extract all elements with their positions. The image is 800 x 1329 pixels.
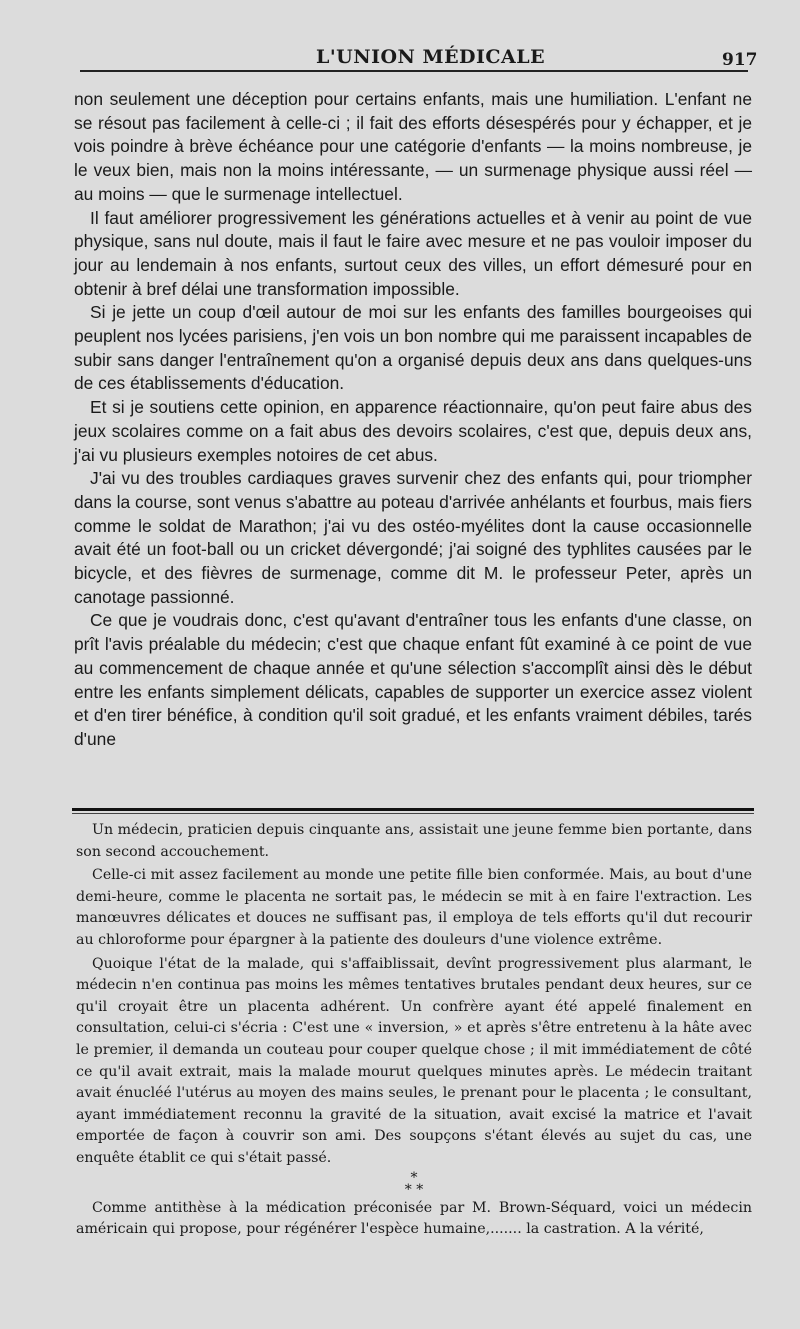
running-title: L'UNION MÉDICALE	[316, 46, 546, 68]
header-rule	[80, 70, 748, 72]
note-paragraph: Quoique l'état de la malade, qui s'affaiblissait, devînt progressivement plus alarmant, le médecin n'en continua pas moins les mêmes tentatives brutales pendant deux heures, sur ce qu'il croyait être un placenta adhérent. Un confrère ayant été appelé finalement en consultation, celui-ci s'écria : C'est une « inversion, » et après s'être entretenu à la hâte avec le premier, il demanda un couteau pour couper quelque chose ; il mit immédiatement de côté ce qu'il avait extrait, mais la malade mourut quelques minutes après. Le médecin traitant avait énucléé l'utérus au moyen des mains seules, le prenant pour le placenta ; le consultant, ayant immédiatement reconnu la gravité de la situation, avait excisé la matrice et l'avait emportée de façon à couvrir son ami. Des soupçons s'étant élevés au sujet du cas, une enquête établit ce qui s'était passé.	[76, 955, 752, 1166]
main-paragraph: Si je jette un coup d'œil autour de moi sur les enfants des familles bourgeoises qui peuplent nos lycées parisiens, j'en vois un bon nombre qui me paraissent incapables de subir sans danger l'entraînement qu'on a organisé depuis deux ans dans quelques-uns de ces établissements d'éducation.	[74, 302, 752, 394]
page-number: 917	[722, 50, 758, 70]
section-rule-thin	[72, 813, 754, 814]
notes-section	[76, 820, 752, 1243]
asterism: * * *	[404, 1169, 424, 1198]
main-text-column	[74, 88, 752, 752]
note-paragraph: Celle-ci mit assez facilement au monde une petite fille bien conformée. Mais, au bout d'une demi-heure, comme le placenta ne sortait pas, le médecin se mit à en faire l'extraction. Les manœuvres délicates et douces ne suffisant pas, il employa de tels efforts qu'il dut recourir au chloroforme pour épargner à la patiente des douleurs d'une violence extrême.	[76, 867, 752, 948]
section-rule	[72, 808, 754, 811]
note-paragraph-last: Comme antithèse à la médication préconisée par M. Brown-Séquard, voici un médecin américain qui propose, pour régénérer l'espèce humaine,....... la castration. A la vérité,	[76, 1199, 752, 1238]
main-paragraph: non seulement une déception pour certains enfants, mais une humiliation. L'enfant ne se résout pas facilement à celle-ci ; il fait des efforts désespérés pour y échapper, et je vois poindre à brève échéance pour une catégorie d'enfants — la moins nombreuse, je le veux bien, mais non la moins intéressante, — un surmenage physique aussi réel — au moins — que le surmenage intellectuel.	[74, 89, 752, 204]
main-paragraph: J'ai vu des troubles cardiaques graves survenir chez des enfants qui, pour triompher dans la course, sont venus s'abattre au poteau d'arrivée anhélants et fourbus, mais fiers comme le soldat de Marathon; j'ai vu des ostéo-myélites dont la cause occasionnelle avait été un foot-ball ou un cricket dévergondé; j'ai soigné des typhlites causées par le bicycle, et des fièvres de surmenage, comme dit M. le professeur Peter, après un canotage passionné.	[74, 468, 752, 607]
main-paragraph: Et si je soutiens cette opinion, en apparence réactionnaire, qu'on peut faire abus des jeux scolaires comme on a fait abus des devoirs scolaires, c'est que, depuis deux ans, j'ai vu plusieurs exemples notoires de cet abus.	[74, 397, 752, 465]
main-paragraph: Ce que je voudrais donc, c'est qu'avant d'entraîner tous les enfants d'une classe, on prît l'avis préalable du médecin; c'est que chaque enfant fût examiné à ce point de vue au commencement de chaque année et qu'une sélection s'accomplît ainsi dès le début entre les enfants simplement délicats, capables de supporter un exercice assez violent et d'en tirer bénéfice, à condition qu'il soit gradué, et les enfants vraiment débiles, tarés d'une	[74, 610, 752, 749]
note-paragraph: Un médecin, praticien depuis cinquante ans, assistait une jeune femme bien portante, dans son second accouchement.	[76, 822, 752, 860]
main-paragraph: Il faut améliorer progressivement les générations actuelles et à venir au point de vue physique, sans nul doute, mais il faut le faire avec mesure et ne pas vouloir imposer du jour au lendemain à nos enfants, surtout ceux des villes, un effort démesuré pour en obtenir à bref délai une transformation impossible.	[74, 207, 752, 299]
